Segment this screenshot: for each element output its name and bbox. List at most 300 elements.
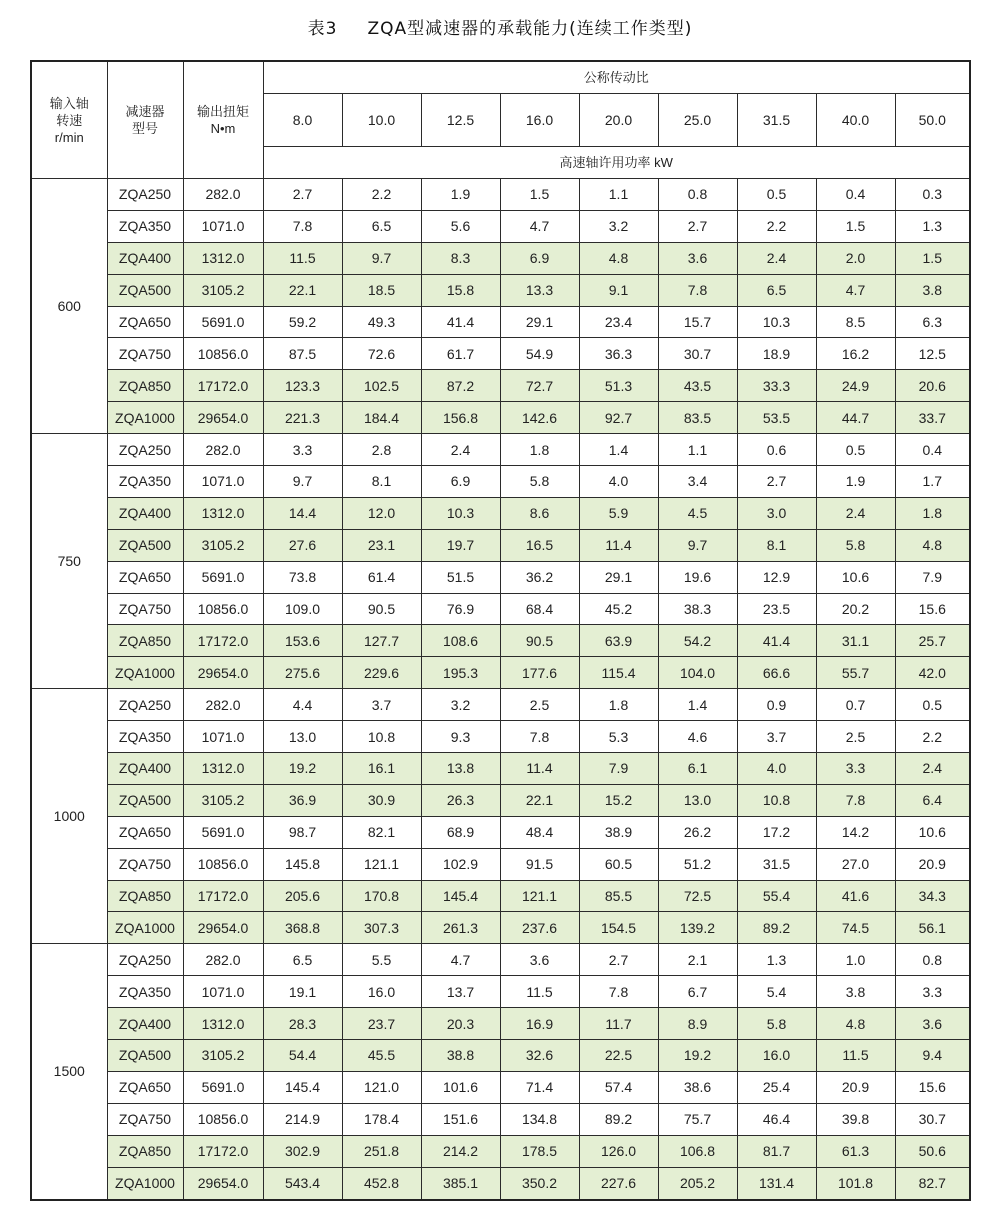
power-value-cell: 5.8 [500,466,579,498]
power-value-cell: 145.4 [421,880,500,912]
table-row [31,466,970,498]
power-value-cell: 11.5 [816,1040,895,1072]
power-value-cell: 178.5 [500,1135,579,1167]
power-value-cell: 16.5 [500,529,579,561]
power-value-cell: 1.0 [816,944,895,976]
power-value-cell: 22.5 [579,1040,658,1072]
power-value-cell: 7.8 [816,784,895,816]
power-value-cell: 15.6 [895,593,970,625]
power-value-cell: 8.1 [737,529,816,561]
model-cell: ZQA1000 [107,402,183,434]
power-value-cell: 29.1 [500,306,579,338]
power-value-cell: 18.9 [737,338,816,370]
torque-cell: 1312.0 [183,1008,263,1040]
power-value-cell: 2.4 [895,753,970,785]
power-value-cell: 31.1 [816,625,895,657]
power-value-cell: 0.8 [895,944,970,976]
power-value-cell: 2.2 [737,210,816,242]
power-value-cell: 2.0 [816,242,895,274]
power-value-cell: 4.8 [579,242,658,274]
table-title [0,14,1000,39]
torque-cell: 282.0 [183,689,263,721]
power-value-cell: 24.9 [816,370,895,402]
power-value-cell: 31.5 [737,848,816,880]
torque-cell: 5691.0 [183,561,263,593]
power-value-cell: 8.1 [342,466,421,498]
power-value-cell: 5.5 [342,944,421,976]
table-row [31,816,970,848]
power-value-cell: 27.6 [263,529,342,561]
power-value-cell: 19.6 [658,561,737,593]
power-value-cell: 350.2 [500,1167,579,1199]
power-value-cell: 2.7 [737,466,816,498]
power-value-cell: 7.8 [579,976,658,1008]
power-value-cell: 3.8 [895,274,970,306]
input-speed-cell: 1500 [31,944,107,1200]
power-value-cell: 33.3 [737,370,816,402]
power-value-cell: 23.4 [579,306,658,338]
model-cell: ZQA500 [107,1040,183,1072]
ratio-cell: 12.5 [421,94,500,147]
power-value-cell: 2.5 [500,689,579,721]
power-value-cell: 46.4 [737,1103,816,1135]
torque-cell: 29654.0 [183,912,263,944]
table-row [31,1167,970,1199]
power-value-cell: 6.7 [658,976,737,1008]
power-value-cell: 23.7 [342,1008,421,1040]
power-value-cell: 82.1 [342,816,421,848]
power-value-cell: 11.5 [500,976,579,1008]
torque-cell: 282.0 [183,434,263,466]
torque-cell: 1312.0 [183,242,263,274]
power-value-cell: 11.5 [263,242,342,274]
power-value-cell: 6.1 [658,753,737,785]
power-value-cell: 9.3 [421,721,500,753]
power-value-cell: 48.4 [500,816,579,848]
power-value-cell: 1.5 [816,210,895,242]
power-value-cell: 12.0 [342,497,421,529]
power-value-cell: 5.8 [737,1008,816,1040]
torque-cell: 17172.0 [183,1135,263,1167]
torque-cell: 1071.0 [183,210,263,242]
power-value-cell: 123.3 [263,370,342,402]
power-value-cell: 10.8 [737,784,816,816]
power-value-cell: 61.7 [421,338,500,370]
power-value-cell: 452.8 [342,1167,421,1199]
power-value-cell: 3.8 [816,976,895,1008]
power-value-cell: 142.6 [500,402,579,434]
model-cell: ZQA750 [107,338,183,370]
power-value-cell: 41.4 [421,306,500,338]
table-row [31,1071,970,1103]
ratio-cell: 25.0 [658,94,737,147]
power-value-cell: 19.2 [658,1040,737,1072]
power-value-cell: 15.8 [421,274,500,306]
power-value-cell: 0.4 [816,179,895,211]
model-cell: ZQA400 [107,497,183,529]
power-value-cell: 25.4 [737,1071,816,1103]
power-value-cell: 7.8 [658,274,737,306]
power-value-cell: 18.5 [342,274,421,306]
power-value-cell: 261.3 [421,912,500,944]
power-value-cell: 10.6 [895,816,970,848]
power-value-cell: 178.4 [342,1103,421,1135]
power-value-cell: 10.8 [342,721,421,753]
torque-cell: 29654.0 [183,1167,263,1199]
power-value-cell: 106.8 [658,1135,737,1167]
model-cell: ZQA650 [107,306,183,338]
table-row [31,721,970,753]
power-value-cell: 4.7 [421,944,500,976]
power-value-cell: 3.2 [421,689,500,721]
model-cell: ZQA850 [107,880,183,912]
torque-cell: 1071.0 [183,721,263,753]
power-value-cell: 151.6 [421,1103,500,1135]
ratio-header: 公称传动比 [263,61,970,94]
power-value-cell: 0.5 [737,179,816,211]
power-value-cell: 43.5 [658,370,737,402]
power-value-cell: 45.5 [342,1040,421,1072]
power-value-cell: 3.6 [658,242,737,274]
torque-cell: 10856.0 [183,593,263,625]
power-value-cell: 8.5 [816,306,895,338]
power-value-cell: 3.3 [895,976,970,1008]
power-value-cell: 2.4 [737,242,816,274]
power-value-cell: 20.6 [895,370,970,402]
power-value-cell: 0.9 [737,689,816,721]
power-value-cell: 61.3 [816,1135,895,1167]
model-cell: ZQA250 [107,434,183,466]
power-value-cell: 15.2 [579,784,658,816]
power-value-cell: 16.2 [816,338,895,370]
power-value-cell: 51.2 [658,848,737,880]
power-value-cell: 11.7 [579,1008,658,1040]
power-value-cell: 5.3 [579,721,658,753]
power-value-cell: 102.5 [342,370,421,402]
torque-cell: 3105.2 [183,529,263,561]
power-value-cell: 9.7 [342,242,421,274]
power-value-cell: 6.3 [895,306,970,338]
power-value-cell: 91.5 [500,848,579,880]
power-value-cell: 68.4 [500,593,579,625]
power-value-cell: 126.0 [579,1135,658,1167]
table-row [31,434,970,466]
power-value-cell: 27.0 [816,848,895,880]
table-number: 表3 [307,19,338,39]
power-value-cell: 1.9 [421,179,500,211]
power-value-cell: 36.2 [500,561,579,593]
ratio-cell: 16.0 [500,94,579,147]
table-row [31,753,970,785]
power-value-cell: 76.9 [421,593,500,625]
power-value-cell: 54.4 [263,1040,342,1072]
model-cell: ZQA750 [107,848,183,880]
power-value-cell: 19.1 [263,976,342,1008]
power-value-cell: 15.6 [895,1071,970,1103]
power-value-cell: 16.0 [737,1040,816,1072]
model-cell: ZQA400 [107,242,183,274]
model-cell: ZQA350 [107,721,183,753]
power-value-cell: 1.3 [737,944,816,976]
power-value-cell: 38.8 [421,1040,500,1072]
power-value-cell: 72.6 [342,338,421,370]
power-value-cell: 3.6 [500,944,579,976]
power-value-cell: 237.6 [500,912,579,944]
power-value-cell: 2.2 [895,721,970,753]
power-value-cell: 87.5 [263,338,342,370]
input-speed-cell: 750 [31,434,107,689]
ratio-cell: 31.5 [737,94,816,147]
power-value-cell: 214.9 [263,1103,342,1135]
power-value-cell: 2.7 [658,210,737,242]
table-row [31,1135,970,1167]
power-value-cell: 38.9 [579,816,658,848]
power-value-cell: 22.1 [500,784,579,816]
power-value-cell: 49.3 [342,306,421,338]
power-value-cell: 3.3 [263,434,342,466]
power-value-cell: 10.6 [816,561,895,593]
torque-cell: 17172.0 [183,625,263,657]
torque-cell: 282.0 [183,179,263,211]
table-row [31,784,970,816]
torque-cell: 17172.0 [183,370,263,402]
power-value-cell: 2.4 [816,497,895,529]
torque-cell: 5691.0 [183,1071,263,1103]
power-value-cell: 4.4 [263,689,342,721]
power-value-cell: 307.3 [342,912,421,944]
power-value-cell: 9.7 [263,466,342,498]
power-value-cell: 98.7 [263,816,342,848]
power-value-cell: 12.9 [737,561,816,593]
model-cell: ZQA1000 [107,912,183,944]
power-value-cell: 36.3 [579,338,658,370]
ratio-cell: 50.0 [895,94,970,147]
table-row [31,242,970,274]
power-value-cell: 11.4 [500,753,579,785]
power-value-cell: 134.8 [500,1103,579,1135]
power-value-cell: 89.2 [579,1103,658,1135]
power-value-cell: 6.9 [421,466,500,498]
power-value-cell: 3.2 [579,210,658,242]
model-cell: ZQA750 [107,1103,183,1135]
power-value-cell: 108.6 [421,625,500,657]
power-value-cell: 4.5 [658,497,737,529]
power-value-cell: 0.6 [737,434,816,466]
input-speed-cell: 600 [31,179,107,434]
power-value-cell: 36.9 [263,784,342,816]
torque-cell: 282.0 [183,944,263,976]
power-value-cell: 38.6 [658,1071,737,1103]
power-value-cell: 4.0 [737,753,816,785]
power-value-cell: 57.4 [579,1071,658,1103]
table-row [31,593,970,625]
power-value-cell: 89.2 [737,912,816,944]
table-row [31,210,970,242]
torque-cell: 1312.0 [183,497,263,529]
torque-cell: 29654.0 [183,657,263,689]
power-value-cell: 1.7 [895,466,970,498]
power-value-cell: 121.1 [342,848,421,880]
model-cell: ZQA350 [107,466,183,498]
power-value-cell: 3.7 [342,689,421,721]
table-row [31,370,970,402]
model-cell: ZQA850 [107,1135,183,1167]
power-value-cell: 30.7 [658,338,737,370]
power-value-cell: 6.5 [342,210,421,242]
power-value-cell: 4.8 [895,529,970,561]
power-value-cell: 42.0 [895,657,970,689]
power-value-cell: 101.8 [816,1167,895,1199]
power-value-cell: 205.6 [263,880,342,912]
power-value-cell: 121.1 [500,880,579,912]
power-value-cell: 1.8 [579,689,658,721]
table-row [31,944,970,976]
power-value-cell: 6.4 [895,784,970,816]
power-value-cell: 0.3 [895,179,970,211]
power-value-cell: 214.2 [421,1135,500,1167]
power-value-cell: 7.9 [895,561,970,593]
model-cell: ZQA500 [107,784,183,816]
power-value-cell: 0.8 [658,179,737,211]
power-value-cell: 59.2 [263,306,342,338]
power-value-cell: 1.4 [579,434,658,466]
power-value-cell: 368.8 [263,912,342,944]
table-row [31,529,970,561]
power-value-cell: 56.1 [895,912,970,944]
power-value-cell: 251.8 [342,1135,421,1167]
power-value-cell: 12.5 [895,338,970,370]
table-row [31,338,970,370]
power-value-cell: 90.5 [342,593,421,625]
power-value-cell: 13.3 [500,274,579,306]
torque-cell: 10856.0 [183,1103,263,1135]
power-value-cell: 74.5 [816,912,895,944]
torque-header: 输出扭矩 N•m [183,61,263,179]
power-value-cell: 8.6 [500,497,579,529]
power-value-cell: 3.7 [737,721,816,753]
power-value-cell: 5.9 [579,497,658,529]
power-value-cell: 9.7 [658,529,737,561]
power-value-cell: 72.7 [500,370,579,402]
table-row [31,1040,970,1072]
power-value-cell: 81.7 [737,1135,816,1167]
power-value-cell: 30.7 [895,1103,970,1135]
model-cell: ZQA850 [107,370,183,402]
power-value-cell: 1.8 [895,497,970,529]
table-row [31,912,970,944]
table-row [31,880,970,912]
power-value-cell: 1.8 [500,434,579,466]
model-cell: ZQA250 [107,179,183,211]
torque-cell: 1071.0 [183,466,263,498]
power-value-cell: 29.1 [579,561,658,593]
power-value-cell: 44.7 [816,402,895,434]
power-value-cell: 13.0 [263,721,342,753]
power-value-cell: 4.8 [816,1008,895,1040]
power-value-cell: 2.8 [342,434,421,466]
power-value-cell: 66.6 [737,657,816,689]
power-value-cell: 20.2 [816,593,895,625]
power-value-cell: 34.3 [895,880,970,912]
power-value-cell: 13.8 [421,753,500,785]
ratio-cell: 40.0 [816,94,895,147]
power-value-cell: 127.7 [342,625,421,657]
torque-cell: 10856.0 [183,338,263,370]
power-value-cell: 32.6 [500,1040,579,1072]
ratio-cell: 20.0 [579,94,658,147]
power-value-cell: 170.8 [342,880,421,912]
power-value-cell: 16.0 [342,976,421,1008]
power-value-cell: 8.3 [421,242,500,274]
power-header: 高速轴许用功率 kW [263,147,970,179]
power-value-cell: 2.4 [421,434,500,466]
torque-cell: 3105.2 [183,274,263,306]
model-cell: ZQA250 [107,689,183,721]
power-value-cell: 2.7 [579,944,658,976]
power-value-cell: 8.9 [658,1008,737,1040]
power-value-cell: 1.3 [895,210,970,242]
power-value-cell: 54.9 [500,338,579,370]
power-value-cell: 23.1 [342,529,421,561]
power-value-cell: 302.9 [263,1135,342,1167]
ratio-cell: 10.0 [342,94,421,147]
table-row [31,1103,970,1135]
torque-cell: 3105.2 [183,1040,263,1072]
power-value-cell: 543.4 [263,1167,342,1199]
power-value-cell: 5.6 [421,210,500,242]
model-cell: ZQA400 [107,1008,183,1040]
power-value-cell: 16.9 [500,1008,579,1040]
table-row [31,848,970,880]
power-value-cell: 30.9 [342,784,421,816]
power-value-cell: 72.5 [658,880,737,912]
model-cell: ZQA400 [107,753,183,785]
power-value-cell: 3.4 [658,466,737,498]
power-value-cell: 73.8 [263,561,342,593]
power-value-cell: 68.9 [421,816,500,848]
power-value-cell: 75.7 [658,1103,737,1135]
power-value-cell: 15.7 [658,306,737,338]
power-value-cell: 4.7 [500,210,579,242]
power-value-cell: 33.7 [895,402,970,434]
torque-cell: 1071.0 [183,976,263,1008]
table-caption: ZQA型减速器的承载能力(连续工作类型) [367,19,693,39]
power-value-cell: 153.6 [263,625,342,657]
power-value-cell: 4.7 [816,274,895,306]
power-value-cell: 13.7 [421,976,500,1008]
power-value-cell: 20.9 [895,848,970,880]
power-value-cell: 102.9 [421,848,500,880]
table-row [31,274,970,306]
power-value-cell: 11.4 [579,529,658,561]
power-value-cell: 195.3 [421,657,500,689]
power-value-cell: 39.8 [816,1103,895,1135]
model-cell: ZQA650 [107,1071,183,1103]
power-value-cell: 45.2 [579,593,658,625]
torque-cell: 29654.0 [183,402,263,434]
power-value-cell: 156.8 [421,402,500,434]
model-cell: ZQA250 [107,944,183,976]
power-value-cell: 6.5 [737,274,816,306]
power-value-cell: 205.2 [658,1167,737,1199]
power-value-cell: 71.4 [500,1071,579,1103]
power-value-cell: 4.6 [658,721,737,753]
model-cell: ZQA1000 [107,657,183,689]
power-value-cell: 19.2 [263,753,342,785]
model-cell: ZQA350 [107,210,183,242]
power-value-cell: 14.2 [816,816,895,848]
power-value-cell: 0.4 [895,434,970,466]
